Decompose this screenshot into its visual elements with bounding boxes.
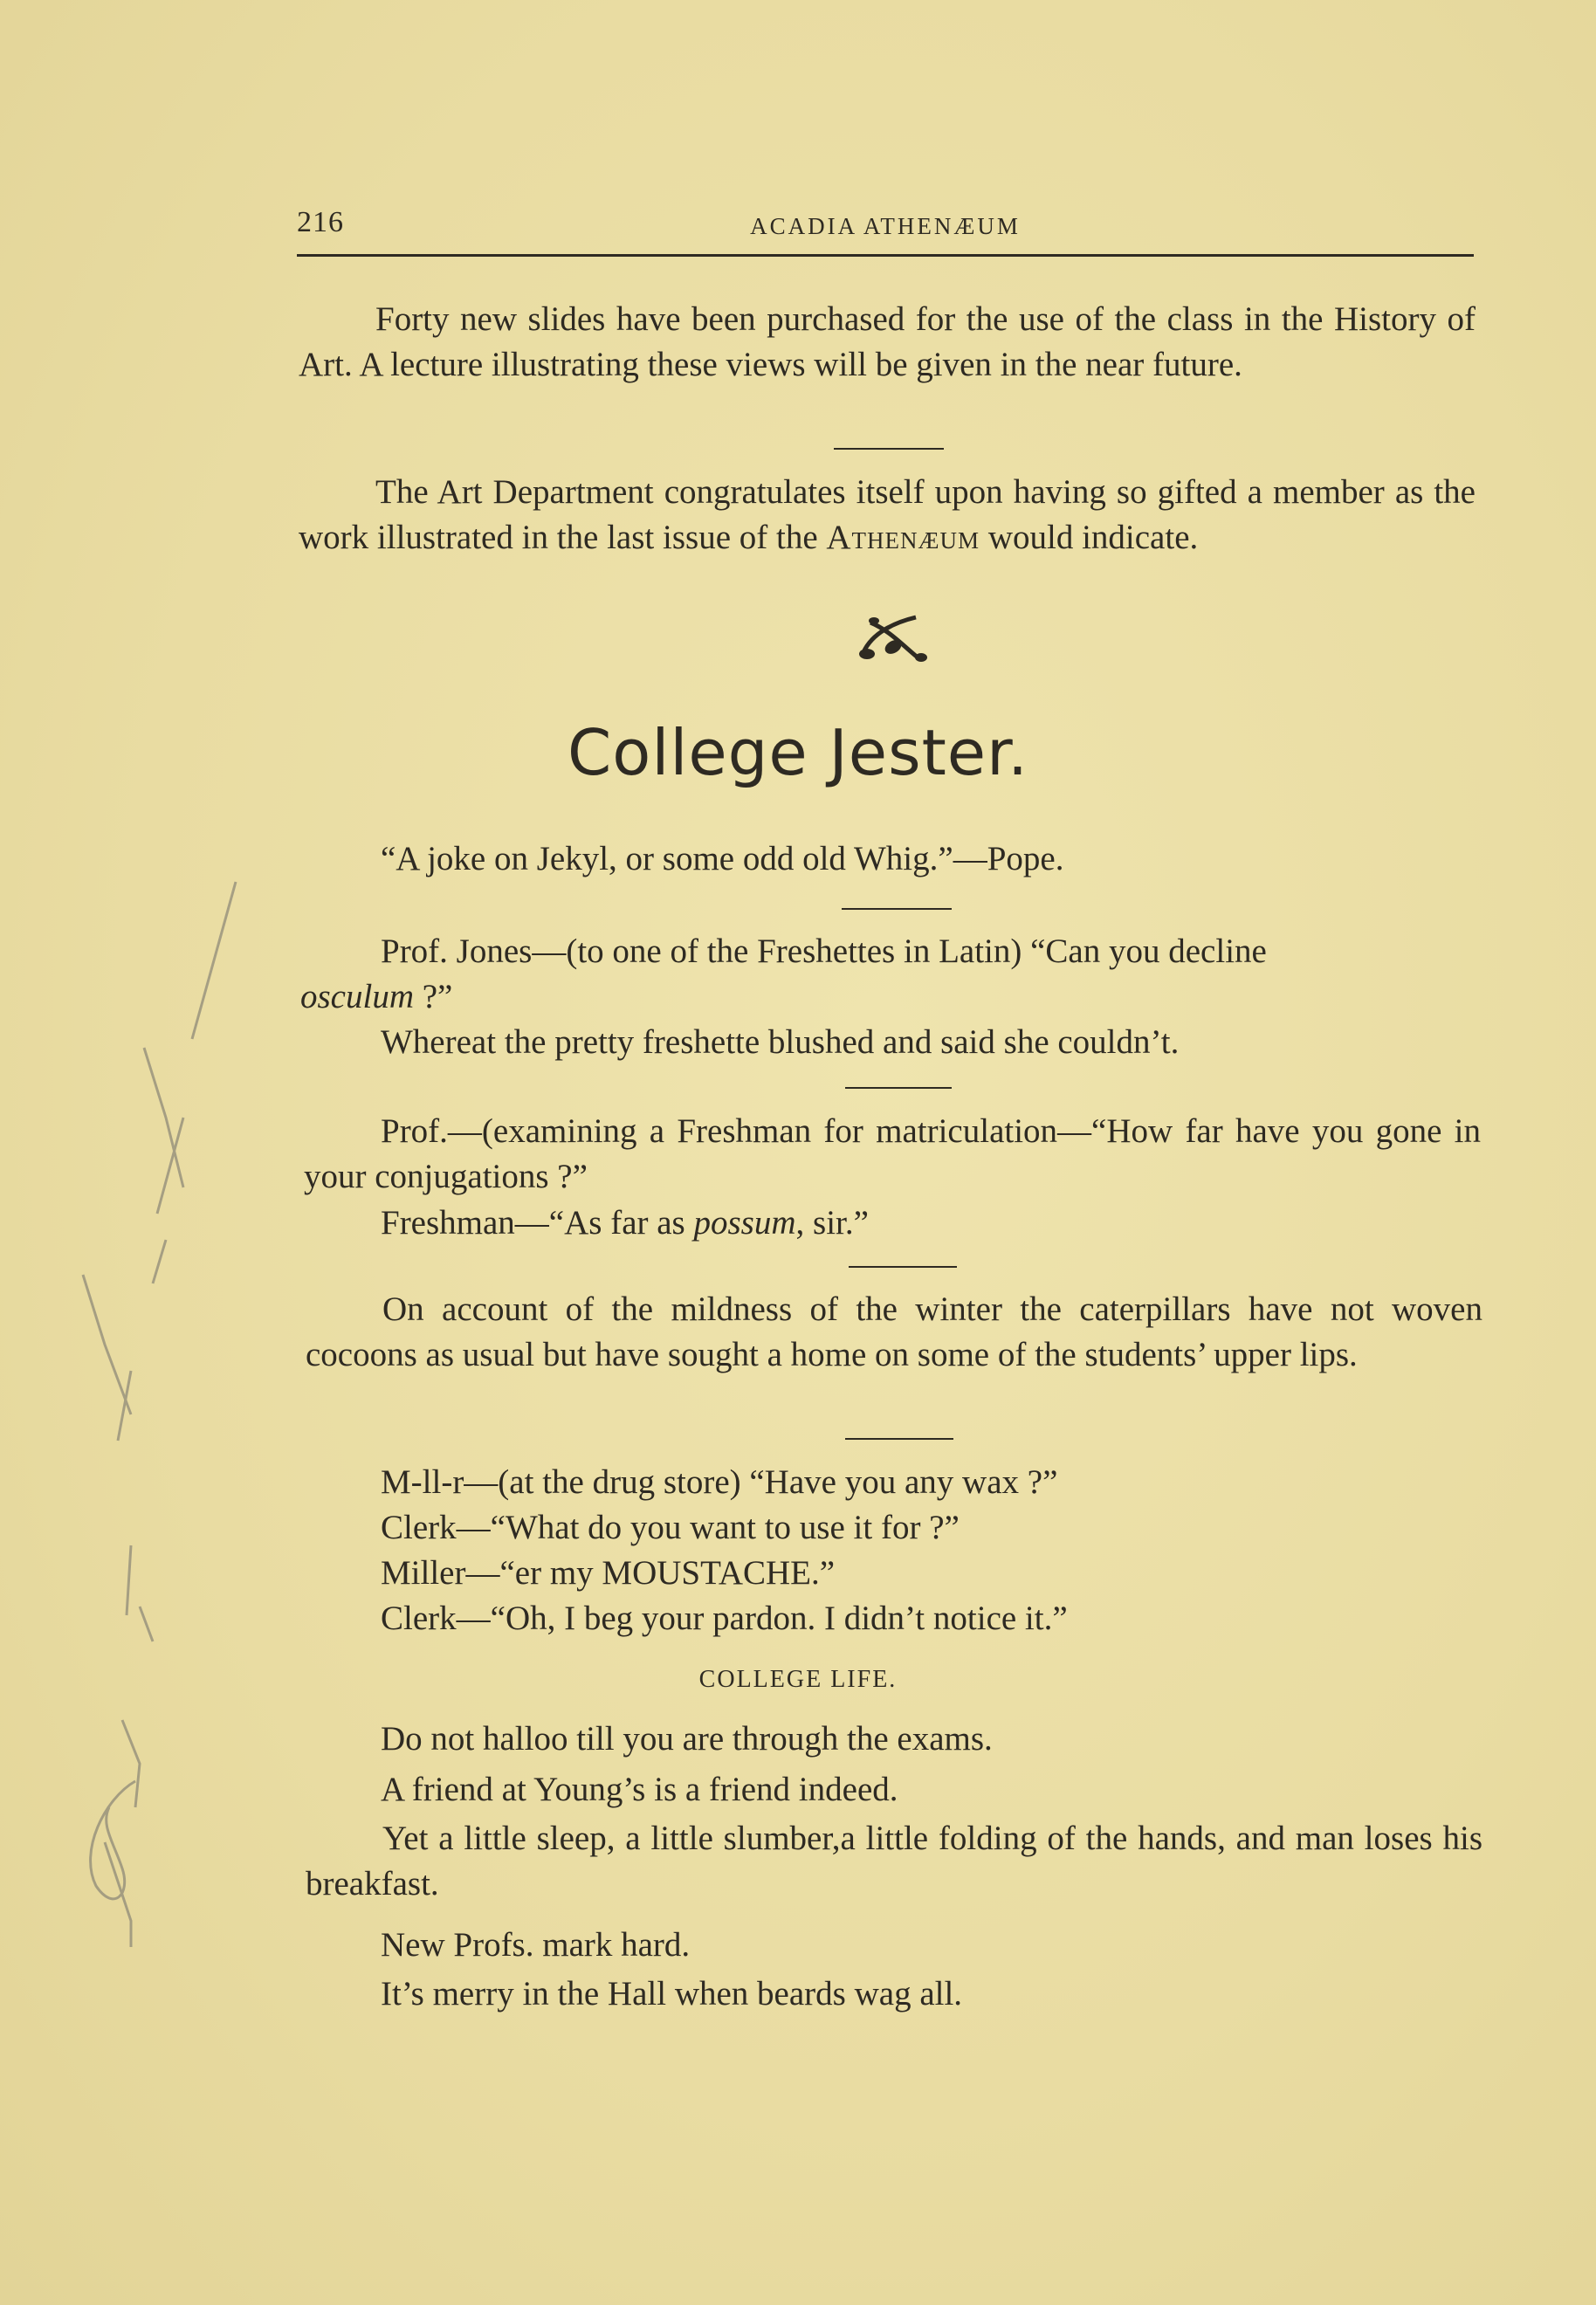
joke-jones-line-2: osculum ?” bbox=[300, 978, 453, 1015]
college-life-line: New Profs. mark hard. bbox=[381, 1926, 691, 1964]
joke-jones-line-3: Whereat the pretty freshette blushed and said she couldn’t. bbox=[381, 1023, 1180, 1061]
separator-rule bbox=[845, 1438, 953, 1440]
joke-miller-line-4: Clerk—“Oh, I beg your pardon. I didn’t notice it.” bbox=[381, 1600, 1068, 1637]
college-life-line: It’s merry in the Hall when beards wag all. bbox=[381, 1975, 963, 2013]
slides-paragraph: Forty new slides have been purchased for the use of the class in the History of Art. A lecture illustrating these views will be given in the near future. bbox=[299, 300, 1476, 383]
college-life-line: Do not halloo till you are through the exams. bbox=[381, 1720, 993, 1758]
header-rule bbox=[297, 254, 1474, 257]
section-title: College Jester. bbox=[568, 716, 1028, 789]
athenaeum-smallcaps: Athenæum bbox=[826, 519, 980, 556]
joke-miller-line-2: Clerk—“What do you want to use it for ?” bbox=[381, 1509, 960, 1546]
epigraph: “A joke on Jekyl, or some odd old Whig.”—Pope. bbox=[381, 840, 1064, 877]
pencil-annotation bbox=[0, 829, 262, 1964]
page-number: 216 bbox=[297, 206, 344, 238]
joke-jones-line-1: Prof. Jones—(to one of the Freshettes in Latin) “Can you decline bbox=[381, 932, 1267, 970]
fleuron-icon bbox=[855, 607, 932, 668]
college-life-heading: COLLEGE LIFE. bbox=[698, 1666, 898, 1693]
page-header bbox=[297, 206, 1474, 258]
art-department-paragraph: The Art Department congratulates itself upon having so gifted a member as the work illustrated in the last issue of the Athenæum would indicate. bbox=[299, 473, 1476, 556]
college-life-line: A friend at Young’s is a friend indeed. bbox=[381, 1771, 898, 1808]
running-title: ACADIA ATHENÆUM bbox=[750, 213, 1021, 239]
joke-miller-line-3: Miller—“er my MOUSTACHE.” bbox=[381, 1554, 836, 1592]
college-life-line: Yet a little sleep, a little slumber,a little folding of the hands, and man loses his breakfast. bbox=[306, 1820, 1482, 1902]
joke-caterpillars: On account of the mildness of the winter the caterpillars have not woven cocoons as usual but have sought a home on some of the students’ upper lips. bbox=[306, 1290, 1482, 1373]
joke-matriculation: Prof.—(examining a Freshman for matriculation—“How far have you gone in your conjugations ?” bbox=[304, 1112, 1481, 1195]
joke-miller-line-1: M-ll-r—(at the drug store) “Have you any wax ?” bbox=[381, 1463, 1058, 1501]
separator-rule bbox=[834, 448, 944, 450]
joke-freshman-reply: Freshman—“As far as possum, sir.” bbox=[381, 1204, 869, 1242]
separator-rule bbox=[842, 908, 952, 910]
separator-rule bbox=[849, 1266, 957, 1268]
separator-rule bbox=[845, 1087, 952, 1089]
